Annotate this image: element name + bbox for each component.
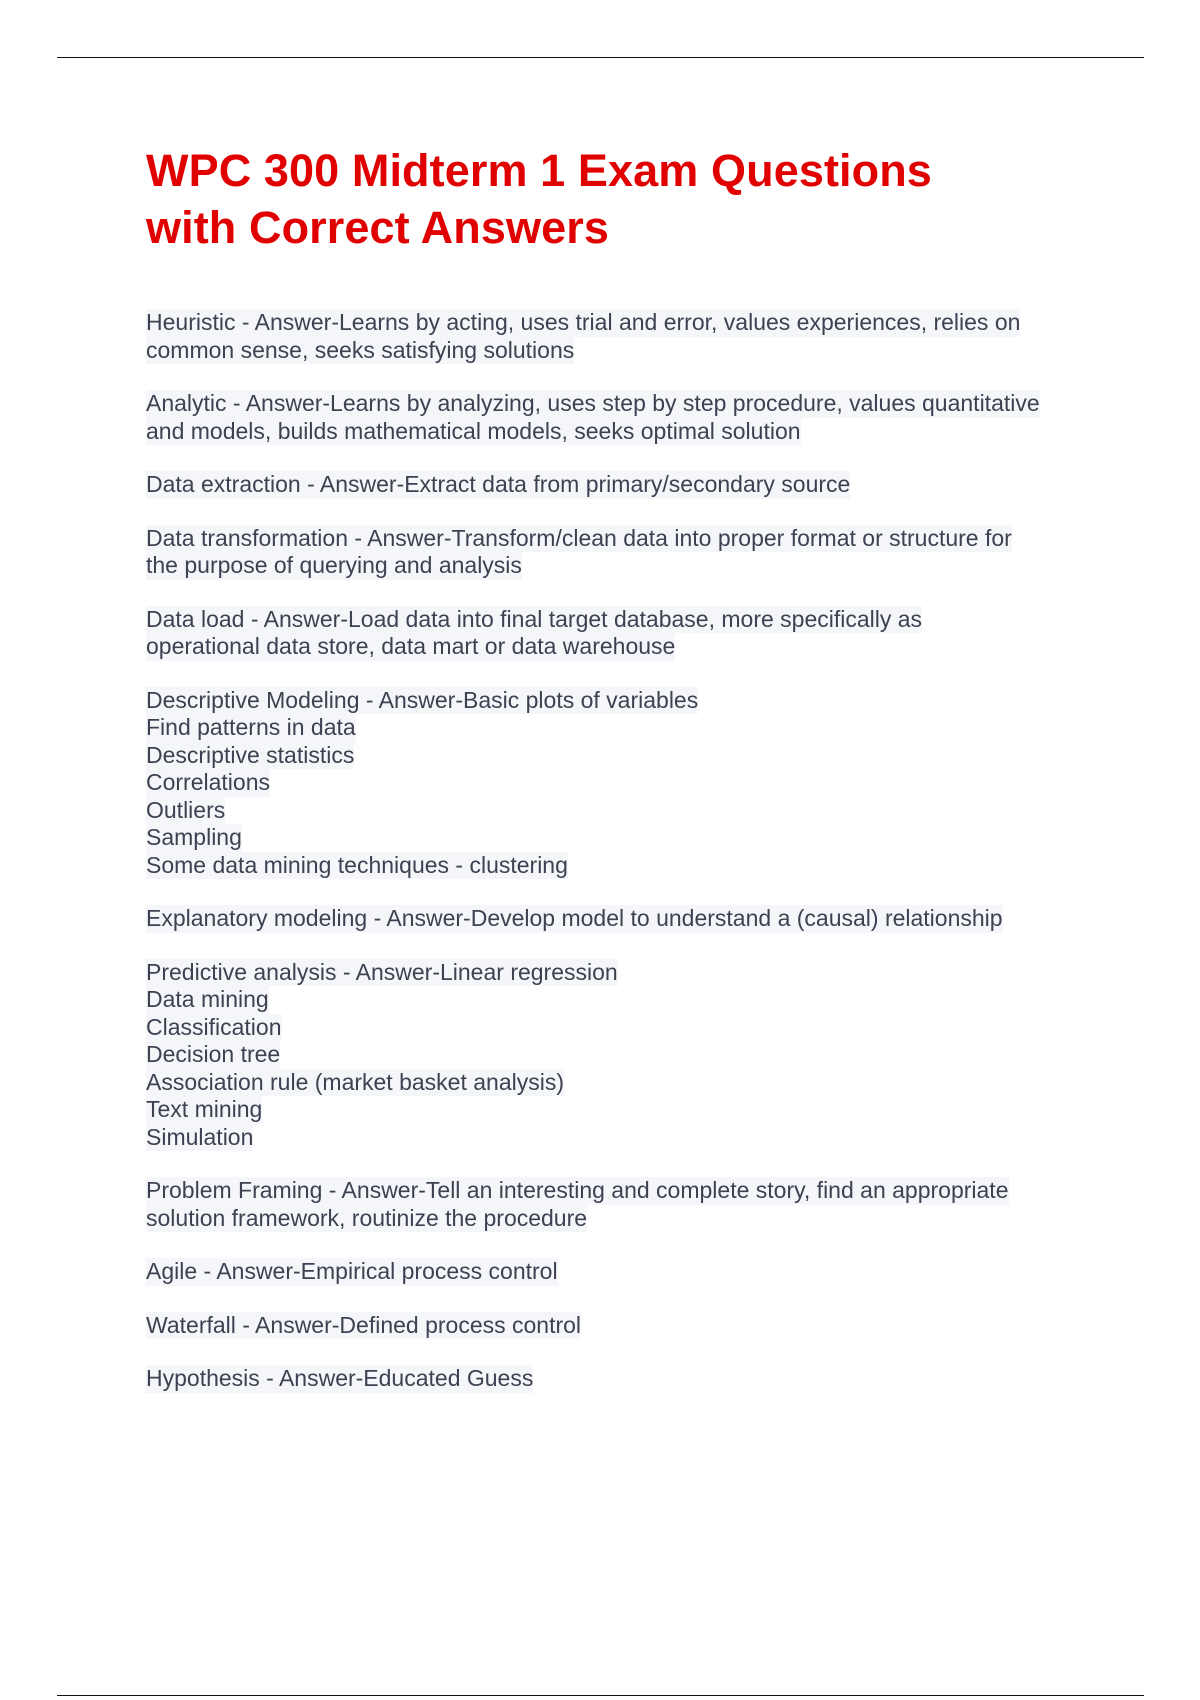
qa-entry xyxy=(146,1258,1106,1286)
qa-entry-line: Waterfall - Answer-Defined process control xyxy=(146,1311,582,1338)
top-rule xyxy=(57,57,1144,58)
qa-entry xyxy=(146,525,1106,580)
qa-entries xyxy=(146,309,1106,1393)
qa-entry-line: Outliers xyxy=(146,796,226,823)
qa-entry-line: Predictive analysis - Answer-Linear regression xyxy=(146,958,618,985)
qa-entry xyxy=(146,1365,1106,1393)
qa-entry-line: Decision tree xyxy=(146,1041,281,1067)
title-line-1: WPC 300 Midterm 1 Exam Questions xyxy=(146,145,932,196)
qa-entry-line: Find patterns in data xyxy=(146,714,356,740)
page-title xyxy=(146,142,1106,256)
qa-entry xyxy=(146,905,1106,933)
qa-entry-line: Descriptive Modeling - Answer-Basic plots of variables xyxy=(146,686,699,713)
qa-entry xyxy=(146,309,1106,364)
qa-entry-line: Data mining xyxy=(146,986,269,1012)
qa-entry-line: solution framework, routinize the procedure xyxy=(146,1204,588,1231)
qa-entry-line: Association rule (market basket analysis) xyxy=(146,1068,564,1095)
qa-entry-line: Data load - Answer-Load data into final target database, more specifically as xyxy=(146,605,923,632)
qa-entry-line: and models, builds mathematical models, seeks optimal solution xyxy=(146,417,801,444)
qa-entry xyxy=(146,1312,1106,1340)
qa-entry-line: common sense, seeks satisfying solutions xyxy=(146,336,575,363)
document-body xyxy=(146,142,1106,1419)
qa-entry-line: Data extraction - Answer-Extract data from primary/secondary source xyxy=(146,471,851,497)
qa-entry-line: Text mining xyxy=(146,1096,263,1122)
qa-entry-line: Some data mining techniques - clustering xyxy=(146,851,568,878)
qa-entry-line: operational data store, data mart or data warehouse xyxy=(146,633,676,659)
qa-entry xyxy=(146,606,1106,661)
qa-entry-line: Sampling xyxy=(146,824,242,850)
qa-entry xyxy=(146,959,1106,1152)
title-line-2: with Correct Answers xyxy=(146,202,609,253)
qa-entry xyxy=(146,687,1106,880)
qa-entry-line: Data transformation - Answer-Transform/clean data into proper format or structure for xyxy=(146,524,1012,551)
qa-entry-line: Problem Framing - Answer-Tell an interesting and complete story, find an appropriate xyxy=(146,1177,1009,1203)
qa-entry-line: Heuristic - Answer-Learns by acting, uses trial and error, values experiences, relies on xyxy=(146,309,1021,335)
qa-entry-line: Classification xyxy=(146,1013,282,1040)
qa-entry-line: Hypothesis - Answer-Educated Guess xyxy=(146,1365,534,1391)
qa-entry-line: Descriptive statistics xyxy=(146,741,355,768)
bottom-rule xyxy=(57,1695,1144,1696)
qa-entry xyxy=(146,390,1106,445)
qa-entry xyxy=(146,1177,1106,1232)
qa-entry-line: the purpose of querying and analysis xyxy=(146,552,522,578)
qa-entry-line: Correlations xyxy=(146,769,270,795)
qa-entry-line: Agile - Answer-Empirical process control xyxy=(146,1258,558,1284)
qa-entry-line: Simulation xyxy=(146,1123,254,1150)
qa-entry-line: Explanatory modeling - Answer-Develop model to understand a (causal) relationship xyxy=(146,905,1003,931)
qa-entry xyxy=(146,471,1106,499)
qa-entry-line: Analytic - Answer-Learns by analyzing, uses step by step procedure, values quantitative xyxy=(146,390,1040,416)
